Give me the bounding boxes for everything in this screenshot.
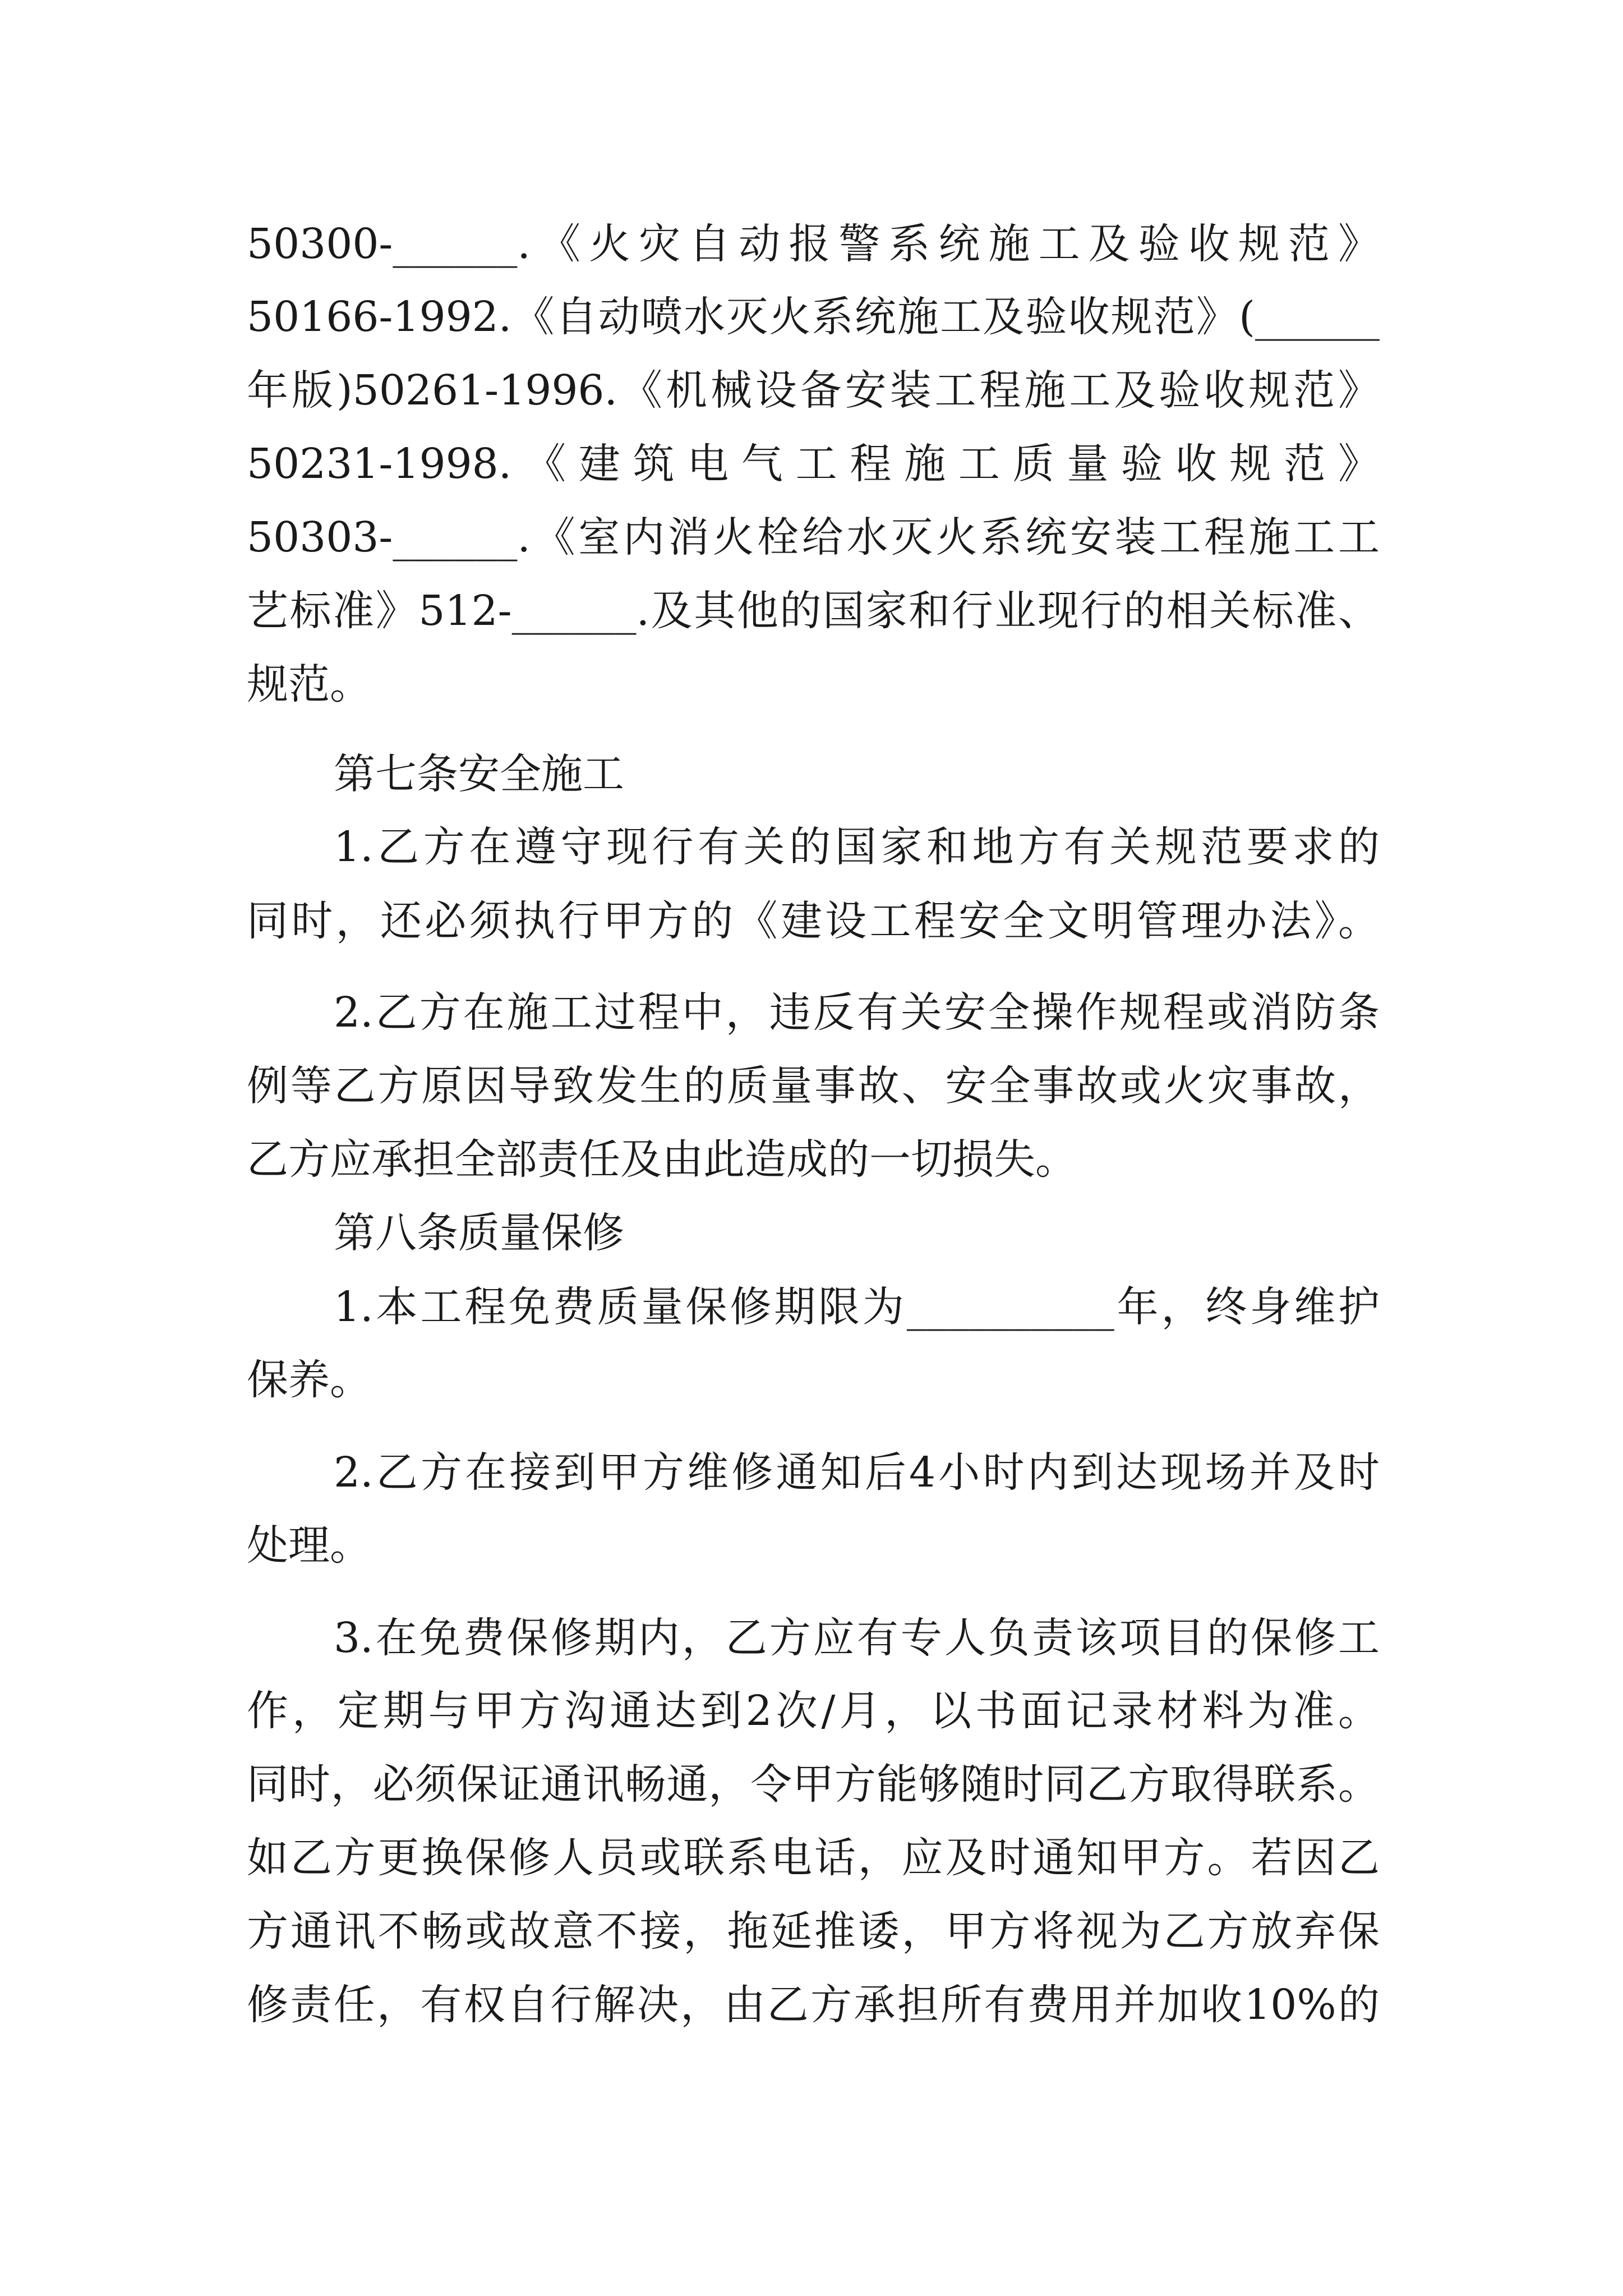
text-line: 1.乙方在遵守现行有关的国家和地方有关规范要求的 [334, 823, 1380, 871]
text-line: 年版)50261-1996.《机械设备安装工程施工及验收规范》 [247, 366, 1380, 415]
text-line: 处理。 [247, 1521, 371, 1570]
text-line: 如乙方更换保修人员或联系电话，应及时通知甲方。若因乙 [247, 1834, 1380, 1882]
text-line: 2.乙方在施工过程中，违反有关安全操作规程或消防条 [334, 988, 1380, 1037]
text-line: 保养。 [247, 1356, 371, 1404]
text-line: 50166-1992.《自动喷水灭火系统施工及验收规范》(______ [247, 293, 1380, 341]
text-line: 1.本工程免费质量保修期限为__________年，终身维护 [334, 1283, 1380, 1331]
text-line: 修责任，有权自行解决，由乙方承担所有费用并加收10%的 [247, 1981, 1380, 2029]
text-line: 同时，还必须执行甲方的《建设工程安全文明管理办法》。 [247, 897, 1380, 945]
text-line: 例等乙方原因导致发生的质量事故、安全事故或火灾事故， [247, 1062, 1380, 1110]
text-line: 艺标准》512-______.及其他的国家和行业现行的相关标准、 [247, 587, 1380, 635]
text-line: 50231-1998.《建筑电气工程施工质量验收规范》 [247, 440, 1380, 488]
text-line: 同时，必须保证通讯畅通，令甲方能够随时同乙方取得联系。 [247, 1760, 1380, 1809]
text-line: 规范。 [247, 660, 371, 708]
text-line: 作，定期与甲方沟通达到2次/月，以书面记录材料为准。 [247, 1687, 1380, 1735]
text-line: 2.乙方在接到甲方维修通知后4小时内到达现场并及时 [334, 1448, 1380, 1497]
text-line: 50303-______.《室内消火栓给水灭火系统安装工程施工工 [247, 513, 1380, 562]
section-heading: 第八条质量保修 [334, 1209, 624, 1257]
text-line: 乙方应承担全部责任及由此造成的一切损失。 [247, 1135, 1077, 1184]
text-line: 3.在免费保修期内，乙方应有专人负责该项目的保修工 [334, 1614, 1380, 1662]
section-heading: 第七条安全施工 [334, 750, 624, 798]
text-line: 50300-______.《火灾自动报警系统施工及验收规范》 [247, 220, 1380, 268]
text-line: 方通讯不畅或故意不接，拖延推诿，甲方将视为乙方放弃保 [247, 1907, 1380, 1955]
